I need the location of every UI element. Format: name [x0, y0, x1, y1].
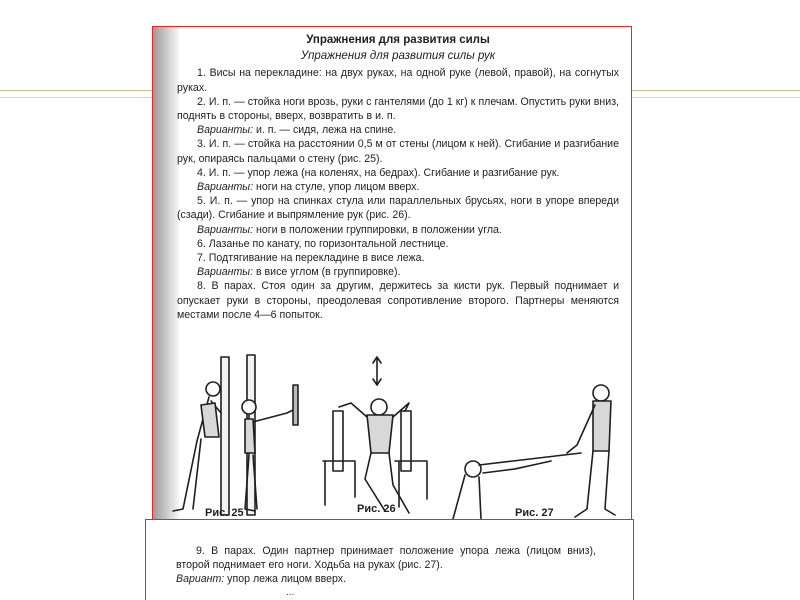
page-text: [177, 33, 619, 322]
figure-26-chair-dips: [323, 357, 427, 513]
variant-label: Вариант:: [176, 573, 225, 586]
cut-off-text: ...: [286, 587, 295, 598]
exercise-item-2: 2. И. п. — стойка ноги врозь, руки с гантелями (до 1 кг) к плечам. Опустить руки вниз, поднять в стороны, вверх, возвратить в и. п.: [177, 95, 619, 123]
exercise-variant: [177, 180, 619, 194]
figure-row: [153, 349, 632, 520]
exercise-variant: [177, 265, 619, 279]
exercise-item-5: 5. И. п. — упор на спинках стула или параллельных брусьях, ноги в упоре впереди (сзади). Сгибание и выпрямление рук (рис. 26).: [177, 195, 619, 222]
exercise-item-4: 4. И. п. — упор лежа (на коленях, на бедрах). Сгибание и разгибание рук.: [197, 166, 560, 179]
variant-label: Варианты:: [197, 181, 254, 194]
exercise-variant: [176, 572, 596, 586]
exercise-variant: [177, 223, 619, 237]
exercise-illustrations: [153, 349, 632, 520]
exercise-item-7: 7. Подтягивание на перекладине в висе лежа.: [197, 252, 425, 265]
continuation-text: [176, 544, 596, 587]
exercise-item-8: 8. В парах. Стоя один за другим, держитесь за кисти рук. Первый поднимает и опускает руки в стороны, преодолевая сопротивление второго. Партнеры меняются местами после 4—6 попыток.: [177, 280, 619, 321]
variant-text: ноги в положении группировки, в положении угла.: [253, 223, 502, 236]
page-heading: Упражнения для развития силы: [306, 34, 490, 46]
variant-label: Варианты:: [197, 223, 254, 236]
figure-26-caption: Рис. 26: [357, 503, 396, 515]
figure-27-caption: Рис. 27: [515, 507, 554, 519]
exercise-variant: [177, 123, 619, 137]
page-subheading: Упражнения для развития силы рук: [300, 50, 496, 63]
variant-text: в висе углом (в группировке).: [253, 266, 401, 279]
exercise-item-3: 3. И. п. — стойка на расстоянии 0,5 м от стены (лицом к ней). Сгибание и разгибание рук, опираясь пальцами о стену (рис. 25).: [177, 138, 619, 165]
textbook-page-scan: [152, 26, 632, 520]
variant-text: упор лежа лицом вверх.: [224, 573, 347, 586]
continuation-page-scan: [145, 519, 634, 600]
exercise-item-9: 9. В парах. Один партнер принимает положение упора лежа (лицом вниз), второй поднимает его ноги. Ходьба на руках (рис. 27).: [176, 545, 596, 572]
figure-25-caption: Рис. 25: [205, 507, 244, 519]
variant-label: Варианты:: [197, 124, 254, 137]
variant-text: и. п. — сидя, лежа на спине.: [253, 124, 397, 137]
variant-text: ноги на стуле, упор лицом вверх.: [253, 181, 420, 194]
figure-25-wall-pushup: [173, 355, 298, 515]
figure-27-wheelbarrow: [453, 385, 615, 519]
exercise-item-6: 6. Лазанье по канату, по горизонтальной лестнице.: [197, 237, 449, 250]
variant-label: Варианты:: [197, 266, 254, 279]
exercise-item-1: 1. Висы на перекладине: на двух руках, на одной руке (левой, правой), на согнутых руках.: [177, 67, 619, 94]
